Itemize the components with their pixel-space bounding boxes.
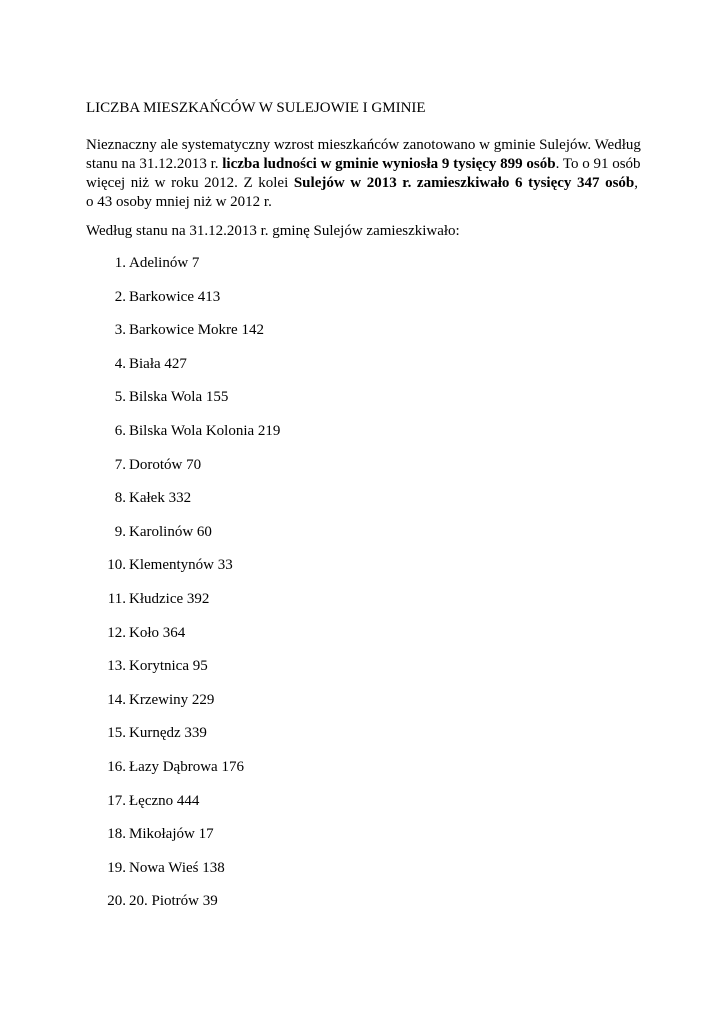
list-item-number: 18. bbox=[107, 826, 126, 843]
intro-line-1: Nieznaczny ale systematyczny wzrost mieszkańców zanotowano w gminie Sulejów. Według bbox=[86, 137, 641, 153]
list-item-text: Mikołajów 17 bbox=[129, 826, 214, 843]
list-item-text: Kałek 332 bbox=[129, 490, 192, 507]
list-item-number: 12. bbox=[107, 624, 126, 641]
list-item-number: 9. bbox=[114, 523, 126, 540]
intro-paragraph bbox=[86, 136, 641, 212]
list-item-number: 5. bbox=[114, 389, 126, 406]
list-item-text: Biała 427 bbox=[129, 355, 187, 372]
list-item-text: Barkowice Mokre 142 bbox=[129, 322, 264, 339]
list-item-number: 14. bbox=[107, 691, 126, 708]
list-item-text: Barkowice 413 bbox=[129, 288, 221, 305]
intro-line-2-end: . To o 91 osób bbox=[555, 156, 641, 172]
list-item-number: 2. bbox=[114, 288, 126, 305]
list-item-text: Kurnędz 339 bbox=[129, 725, 207, 742]
list-item-number: 17. bbox=[107, 792, 126, 809]
list-item-number: 16. bbox=[107, 758, 126, 775]
list-item-text: Krzewiny 229 bbox=[129, 691, 215, 708]
list-item-number: 6. bbox=[114, 422, 126, 439]
document-title: LICZBA MIESZKAŃCÓW W SULEJOWIE I GMINIE bbox=[86, 100, 426, 116]
list-item-number: 3. bbox=[114, 322, 126, 339]
list-item-number: 10. bbox=[107, 557, 126, 574]
intro-line-3-end: , bbox=[634, 175, 638, 191]
list-item-text: Korytnica 95 bbox=[129, 658, 208, 675]
intro-line-2 bbox=[86, 155, 641, 174]
list-item-number: 8. bbox=[114, 490, 126, 507]
list-item-number: 7. bbox=[114, 456, 126, 473]
list-item-text: Łęczno 444 bbox=[129, 792, 200, 809]
list-item-text: Klementynów 33 bbox=[129, 557, 233, 574]
intro-line-2-start: stanu na 31.12.2013 r. bbox=[86, 156, 223, 172]
list-item-text: Kłudzice 392 bbox=[129, 590, 210, 607]
list-item-number: 15. bbox=[107, 725, 126, 742]
list-item-text: 20. Piotrów 39 bbox=[129, 893, 218, 910]
list-item-text: Bilska Wola 155 bbox=[129, 389, 229, 406]
intro-line-3 bbox=[86, 174, 638, 193]
list-item-number: 1. bbox=[114, 255, 126, 271]
intro-line-3-start: więcej niż w roku 2012. Z kolei bbox=[86, 175, 294, 191]
list-item-text: Adelinów 7 bbox=[129, 255, 200, 271]
list-item-text: Dorotów 70 bbox=[129, 456, 202, 473]
list-item-number: 11. bbox=[107, 590, 126, 607]
list-item-number: 13. bbox=[107, 658, 126, 675]
list-item-text: Nowa Wieś 138 bbox=[129, 859, 225, 876]
list-item-number: 19. bbox=[107, 859, 126, 876]
intro-line-4: o 43 osoby mniej niż w 2012 r. bbox=[86, 194, 272, 210]
population-sulejow-highlight: Sulejów w 2013 r. zamieszkiwało 6 tysięcy 347 osób bbox=[293, 175, 635, 191]
list-intro-paragraph: Według stanu na 31.12.2013 r. gminę Sulejów zamieszkiwało: bbox=[86, 223, 460, 239]
list-item-text: Łazy Dąbrowa 176 bbox=[129, 758, 244, 775]
list-item-text: Koło 364 bbox=[129, 624, 186, 641]
list-item-number: 20. bbox=[107, 893, 126, 910]
list-item-number: 4. bbox=[114, 355, 126, 372]
list-item-text: Bilska Wola Kolonia 219 bbox=[129, 422, 281, 439]
population-gmina-highlight: liczba ludności w gminie wyniosła 9 tysięcy 899 osób bbox=[222, 156, 556, 172]
list-item-text: Karolinów 60 bbox=[129, 523, 212, 540]
